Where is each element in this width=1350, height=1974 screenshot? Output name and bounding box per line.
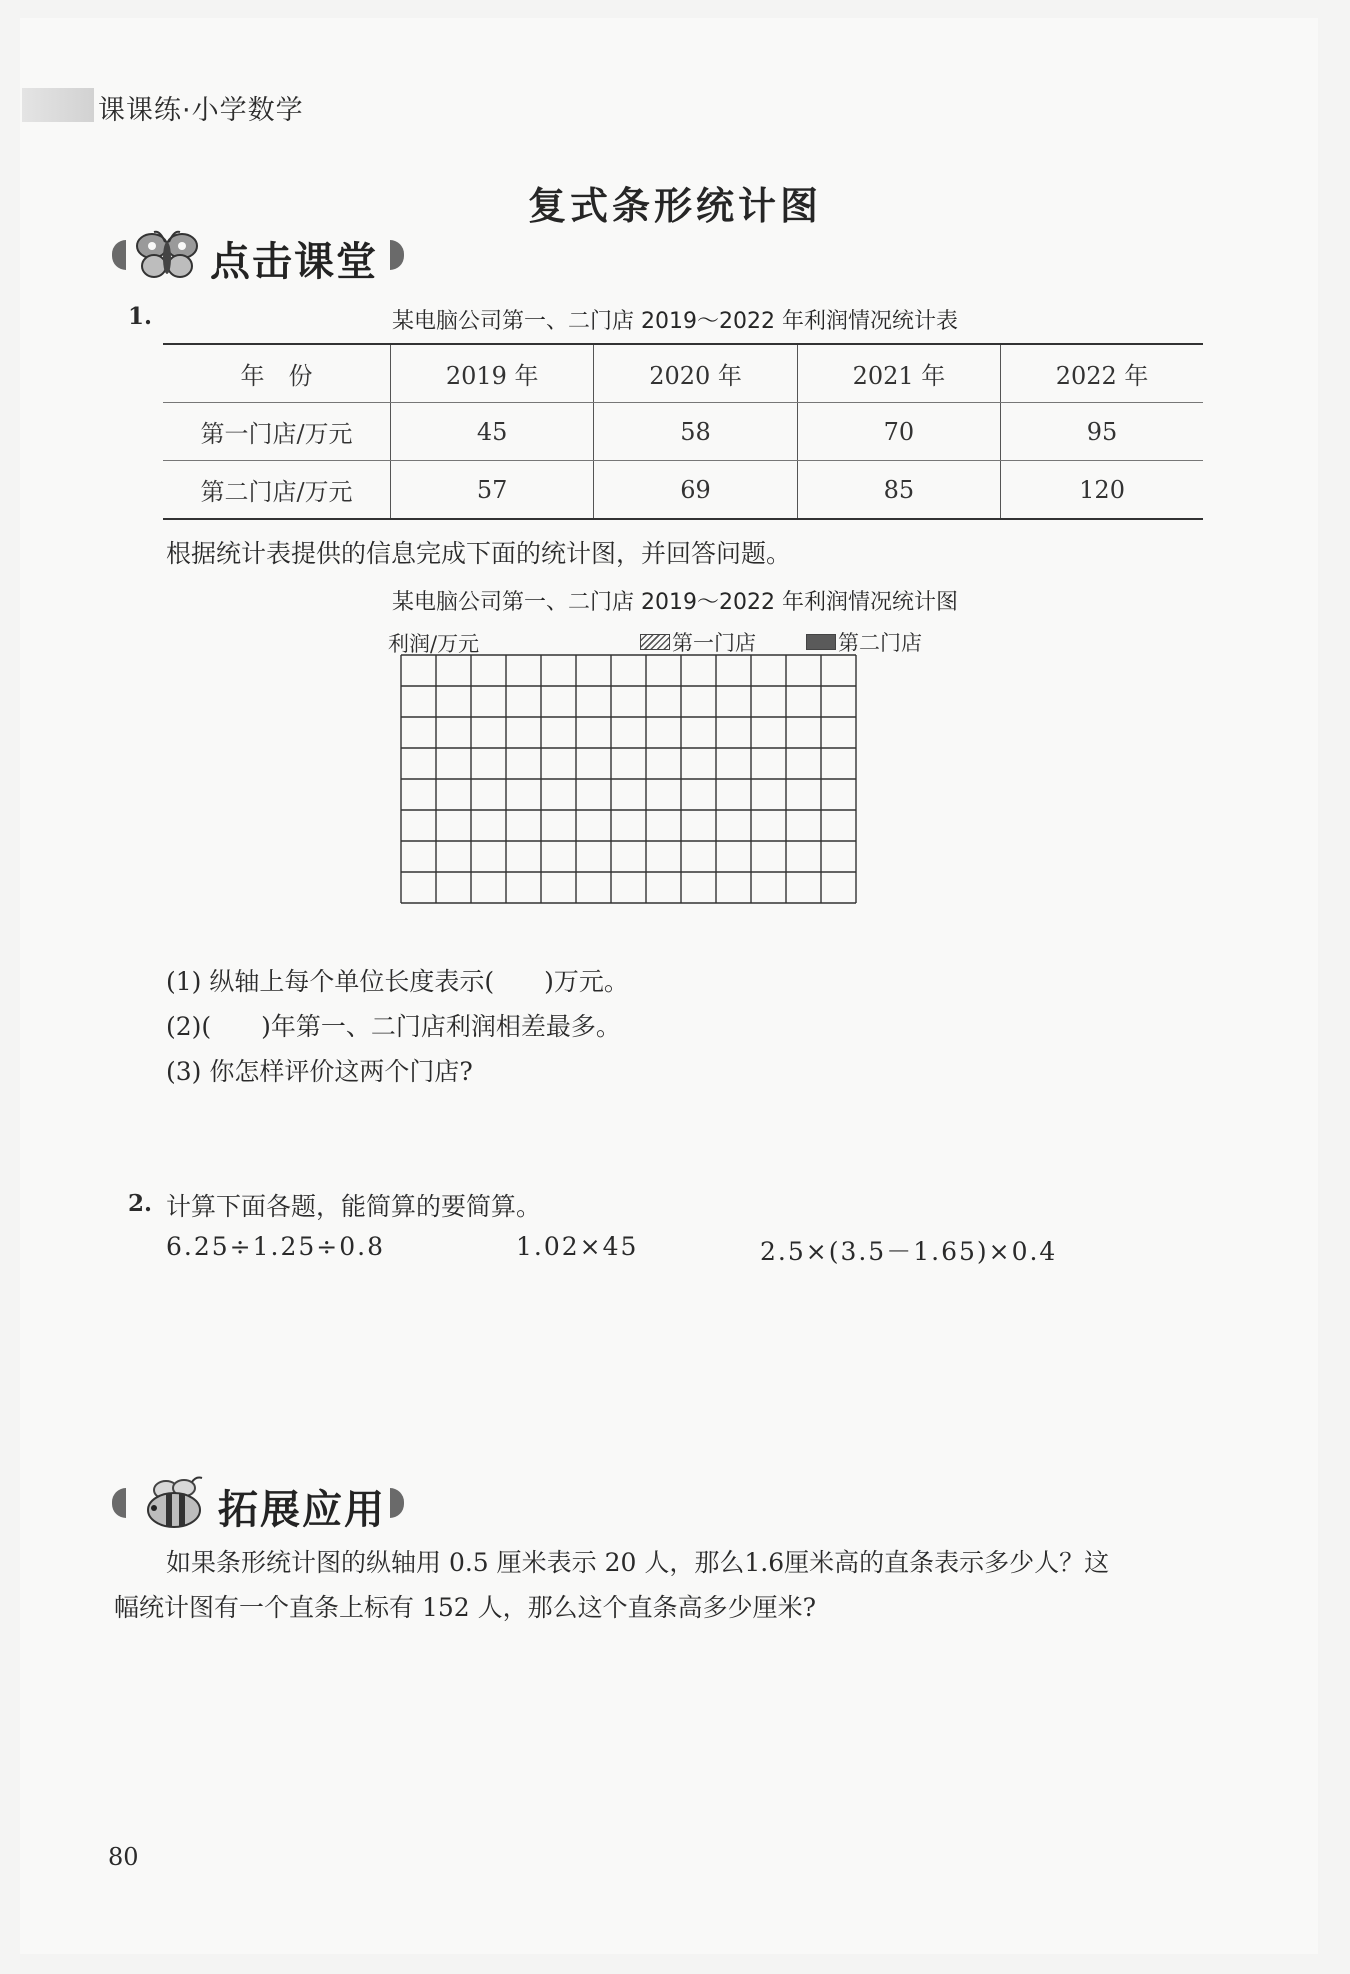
- table-header-cell: 2021 年: [797, 344, 1000, 403]
- sub-question-2: (2)( )年第一、二门店利润相差最多。: [166, 1012, 621, 1041]
- table-cell: 70: [797, 403, 1000, 461]
- table-cell: 85: [797, 461, 1000, 520]
- butterfly-icon: [132, 228, 202, 284]
- sub-question-3: (3) 你怎样评价这两个门店?: [166, 1057, 473, 1086]
- sub-question-1: (1) 纵轴上每个单位长度表示( )万元。: [166, 967, 629, 996]
- chart-caption: 某电脑公司第一、二门店 2019～2022 年利润情况统计图: [392, 590, 958, 615]
- extension-line-1: 如果条形统计图的纵轴用 0.5 厘米表示 20 人，那么1.6厘米高的直条表示多少人？这: [166, 1548, 1110, 1577]
- calc-problem: 1.02×45: [516, 1232, 639, 1261]
- header-tab-marker: [22, 88, 94, 122]
- legend-swatch-hatched: [640, 634, 670, 650]
- legend-label-store-2: 第二门店: [838, 631, 922, 655]
- question-2-number: 2.: [128, 1190, 153, 1217]
- section-banner-extension: [112, 1476, 412, 1533]
- question-2-instruction: 计算下面各题，能简算的要简算。: [166, 1192, 542, 1221]
- table-header-cell: 2019 年: [391, 344, 594, 403]
- legend-swatch-solid: [806, 634, 836, 650]
- section-banner-classroom: [112, 228, 412, 285]
- table-cell: 95: [1001, 403, 1203, 461]
- section-title-extension: 拓展应用: [218, 1487, 386, 1533]
- page-title: 复式条形统计图: [527, 184, 822, 228]
- table-header-cell: 2022 年: [1001, 344, 1203, 403]
- table-cell: 57: [391, 461, 594, 520]
- table-cell: 69: [594, 461, 797, 520]
- extension-line-2: 幅统计图有一个直条上标有 152 人，那么这个直条高多少厘米?: [114, 1593, 817, 1622]
- table-row: [163, 461, 1203, 520]
- page-number: 80: [108, 1843, 139, 1871]
- table-cell: 第一门店/万元: [163, 403, 391, 461]
- table-cell: 120: [1001, 461, 1203, 520]
- calc-problem: 2.5×(3.5－1.65)×0.4: [760, 1237, 1058, 1266]
- bee-icon: [132, 1476, 212, 1532]
- question-1-number: 1.: [128, 303, 153, 330]
- blank-chart-grid: [400, 654, 860, 906]
- calc-problem: 6.25÷1.25÷0.8: [166, 1232, 385, 1261]
- table-row: [163, 403, 1203, 461]
- table-cell: 58: [594, 403, 797, 461]
- profit-table: [163, 343, 1203, 520]
- table-header-row: [163, 344, 1203, 403]
- table-header-cell: 年 份: [163, 344, 391, 403]
- legend-label-store-1: 第一门店: [672, 631, 756, 655]
- question-1-instruction: 根据统计表提供的信息完成下面的统计图，并回答问题。: [166, 539, 792, 568]
- table-cell: 45: [391, 403, 594, 461]
- table-header-cell: 2020 年: [594, 344, 797, 403]
- y-axis-label: 利润/万元: [388, 632, 480, 656]
- section-title-classroom: 点击课堂: [210, 239, 378, 285]
- table-caption: 某电脑公司第一、二门店 2019～2022 年利润情况统计表: [392, 309, 958, 334]
- book-title: 课课练·小学数学: [98, 95, 304, 126]
- table-cell: 第二门店/万元: [163, 461, 391, 520]
